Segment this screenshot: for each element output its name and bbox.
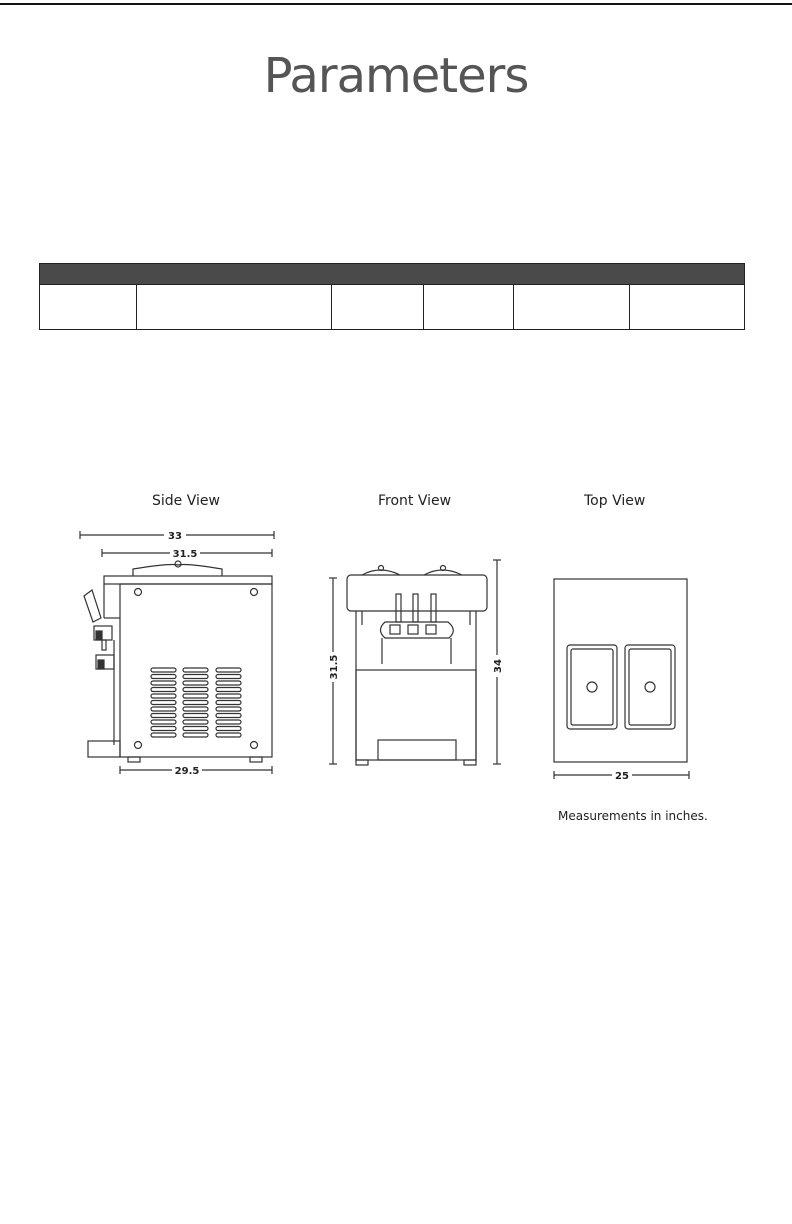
- vent-slot: [183, 714, 208, 718]
- top-dim-width: 25: [615, 771, 629, 782]
- vent-slot: [183, 668, 208, 672]
- side-view-label: Side View: [152, 493, 220, 509]
- vent-slot: [151, 720, 176, 724]
- vent-slot: [151, 681, 176, 685]
- vent-slot: [151, 668, 176, 672]
- vent-slot: [183, 675, 208, 679]
- vent-slot: [216, 701, 241, 705]
- vent-slot: [216, 675, 241, 679]
- page-title: Parameters: [263, 48, 529, 104]
- vent-slot: [151, 694, 176, 698]
- vent-slot: [151, 675, 176, 679]
- vent-slot: [151, 727, 176, 731]
- vent-slot: [183, 694, 208, 698]
- front-view-label: Front View: [378, 493, 452, 509]
- top-view-label: Top View: [584, 493, 646, 509]
- vent-slot: [183, 701, 208, 705]
- vent-slot: [151, 714, 176, 718]
- vent-slot: [216, 681, 241, 685]
- front-view-drawing: [329, 560, 501, 765]
- side-view-vents: [151, 668, 241, 737]
- front-dim-left: 31.5: [329, 654, 340, 680]
- front-dim-right: 34: [493, 659, 504, 673]
- vent-slot: [216, 707, 241, 711]
- vent-slot: [216, 668, 241, 672]
- side-dim-overall: 33: [168, 531, 182, 542]
- measurement-note: Measurements in inches.: [558, 809, 708, 823]
- vent-slot: [216, 694, 241, 698]
- vent-slot: [151, 701, 176, 705]
- vent-slot: [151, 688, 176, 692]
- vent-slot: [183, 720, 208, 724]
- vent-slot: [183, 707, 208, 711]
- vent-slot: [151, 707, 176, 711]
- vent-slot: [216, 688, 241, 692]
- vent-slot: [216, 727, 241, 731]
- vent-slot: [216, 733, 241, 737]
- top-view-drawing: [554, 579, 689, 779]
- side-view-drawing: [80, 531, 274, 774]
- vent-slot: [183, 727, 208, 731]
- vent-slot: [151, 733, 176, 737]
- vent-slot: [183, 681, 208, 685]
- side-dim-base: 29.5: [174, 766, 200, 777]
- vent-slot: [183, 688, 208, 692]
- vent-slot: [216, 720, 241, 724]
- vent-slot: [183, 733, 208, 737]
- side-dim-body: 31.5: [172, 549, 198, 560]
- vent-slot: [216, 714, 241, 718]
